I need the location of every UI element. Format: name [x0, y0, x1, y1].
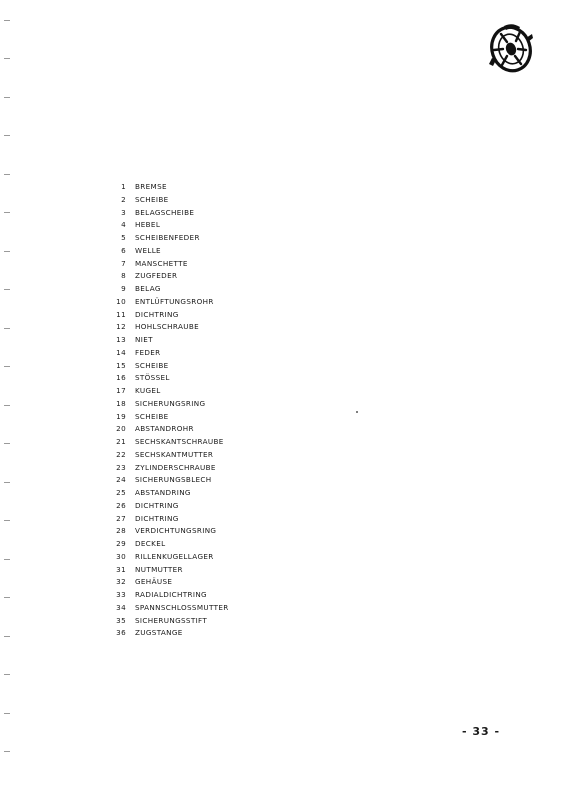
- part-number: 10: [116, 296, 126, 306]
- parts-list-item: [108, 423, 229, 436]
- part-number: 9: [121, 284, 126, 293]
- part-name: KUGEL: [135, 386, 161, 395]
- parts-list-item: [108, 525, 229, 538]
- part-number: 14: [116, 347, 126, 357]
- part-number: 4: [121, 220, 126, 230]
- part-number: 21: [116, 437, 126, 446]
- part-name: BREMSE: [135, 182, 167, 191]
- part-number: 7: [121, 258, 126, 268]
- part-name: SECHSKANTMUTTER: [135, 449, 214, 459]
- part-name: DECKEL: [135, 539, 166, 548]
- parts-list-item: [108, 372, 229, 385]
- part-name: ZUGFEDER: [135, 271, 178, 281]
- part-number: 12: [116, 322, 126, 332]
- part-name: SECHSKANTSCHRAUBE: [135, 437, 224, 446]
- part-name: ABSTANDRING: [135, 488, 191, 497]
- part-name: DICHTRING: [135, 500, 179, 510]
- part-name: SICHERUNGSBLECH: [135, 475, 212, 485]
- part-number: 25: [116, 488, 126, 497]
- parts-list-item: [108, 245, 229, 258]
- part-name: SCHEIBE: [135, 411, 169, 421]
- parts-list-item: [108, 627, 229, 640]
- part-name: DICHTRING: [135, 309, 179, 319]
- part-number: 18: [116, 398, 126, 408]
- part-name: GEHÄUSE: [135, 577, 173, 587]
- parts-list-item: [108, 207, 229, 220]
- parts-list-item: [108, 449, 229, 462]
- part-name: ZYLINDERSCHRAUBE: [135, 462, 216, 472]
- parts-list-item: [108, 194, 229, 207]
- part-number: 6: [121, 245, 126, 255]
- part-name: SCHEIBE: [135, 360, 169, 370]
- part-number: 20: [116, 424, 126, 434]
- part-number: 31: [116, 564, 126, 574]
- part-number: 17: [116, 386, 126, 395]
- part-name: SICHERUNGSRING: [135, 398, 206, 408]
- parts-list-item: [108, 500, 229, 513]
- parts-list-item: [108, 564, 229, 577]
- part-name: VERDICHTUNGSRING: [135, 526, 217, 536]
- parts-list-item: [108, 309, 229, 322]
- part-number: 13: [116, 335, 126, 344]
- part-name: NUTMUTTER: [135, 564, 183, 574]
- part-number: 19: [116, 411, 126, 421]
- part-name: NIET: [135, 335, 153, 344]
- parts-list-item: [108, 347, 229, 360]
- part-number: 34: [116, 602, 126, 612]
- parts-list-item: [108, 398, 229, 411]
- parts-list-item: [108, 232, 229, 245]
- binder-margin: [4, 0, 14, 800]
- parts-list-item: [108, 513, 229, 526]
- page-number: - 33 -: [462, 725, 501, 738]
- part-number: 36: [116, 628, 126, 638]
- part-number: 29: [116, 539, 126, 548]
- parts-list-item: [108, 258, 229, 271]
- part-name: BELAGSCHEIBE: [135, 207, 195, 217]
- part-name: WELLE: [135, 245, 161, 255]
- parts-list-item: [108, 538, 229, 551]
- part-name: BELAG: [135, 284, 161, 293]
- part-name: RADIALDICHTRING: [135, 590, 207, 599]
- parts-list-item: [108, 181, 229, 194]
- part-number: 1: [121, 182, 126, 191]
- part-number: 35: [116, 615, 126, 625]
- part-number: 16: [116, 373, 126, 383]
- part-name: DICHTRING: [135, 513, 179, 523]
- parts-list-item: [108, 576, 229, 589]
- part-name: HEBEL: [135, 220, 161, 230]
- part-name: SPANNSCHLOSSMUTTER: [135, 602, 229, 612]
- part-number: 22: [116, 449, 126, 459]
- parts-list: [108, 181, 229, 640]
- parts-list-item: [108, 334, 229, 347]
- part-name: SCHEIBE: [135, 194, 169, 204]
- part-number: 26: [116, 500, 126, 510]
- part-number: 27: [116, 513, 126, 523]
- part-name: SICHERUNGSSTIFT: [135, 615, 208, 625]
- parts-list-item: [108, 436, 229, 449]
- part-number: 33: [116, 590, 126, 599]
- parts-list-item: [108, 462, 229, 475]
- part-number: 28: [116, 526, 126, 536]
- part-name: STÖSSEL: [135, 373, 170, 383]
- part-name: ENTLÜFTUNGSROHR: [135, 296, 214, 306]
- parts-list-item: [108, 283, 229, 296]
- parts-list-item: [108, 411, 229, 424]
- part-name: FEDER: [135, 347, 161, 357]
- part-number: 30: [116, 551, 126, 561]
- scan-speck: [356, 411, 358, 413]
- part-name: RILLENKUGELLAGER: [135, 551, 214, 561]
- part-number: 2: [121, 194, 126, 204]
- parts-list-item: [108, 589, 229, 602]
- part-name: MANSCHETTE: [135, 258, 188, 268]
- parts-list-item: [108, 615, 229, 628]
- parts-list-item: [108, 602, 229, 615]
- parts-list-item: [108, 360, 229, 373]
- part-number: 15: [116, 360, 126, 370]
- brake-drum-icon: [488, 22, 534, 74]
- parts-list-item: [108, 270, 229, 283]
- parts-list-item: [108, 474, 229, 487]
- part-number: 24: [116, 475, 126, 485]
- parts-list-item: [108, 487, 229, 500]
- part-name: HOHLSCHRAUBE: [135, 322, 200, 332]
- parts-list-item: [108, 385, 229, 398]
- parts-list-item: [108, 551, 229, 564]
- part-name: SCHEIBENFEDER: [135, 233, 200, 242]
- part-name: ZUGSTANGE: [135, 628, 183, 638]
- part-number: 32: [116, 577, 126, 587]
- parts-list-item: [108, 296, 229, 309]
- part-number: 23: [116, 462, 126, 472]
- part-number: 3: [121, 207, 126, 217]
- parts-list-item: [108, 219, 229, 232]
- part-number: 5: [121, 233, 126, 242]
- part-number: 8: [121, 271, 126, 281]
- parts-list-item: [108, 321, 229, 334]
- part-number: 11: [116, 309, 126, 319]
- part-name: ABSTANDROHR: [135, 424, 194, 434]
